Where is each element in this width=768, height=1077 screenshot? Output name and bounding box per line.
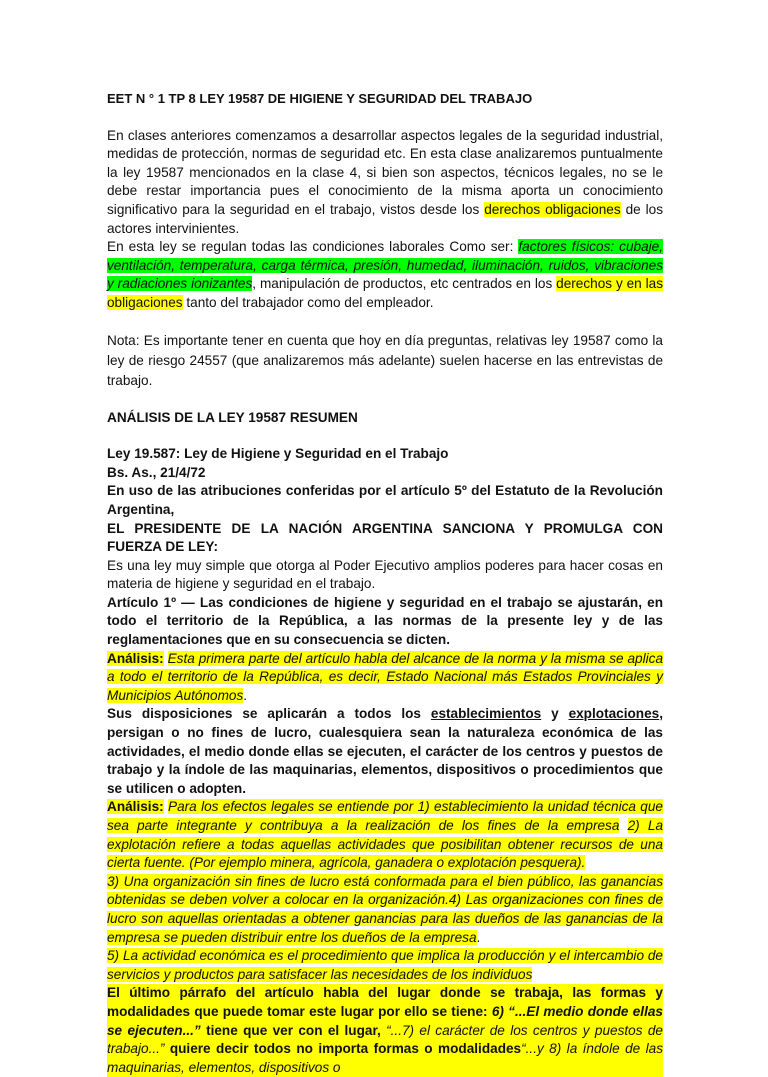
analysis-3-text: 3) Una organización sin fines de lucro está conformada para el bien público, las ganancias obtenidas se deben volver a colocar en la organización.4) Las organizaciones con fines de lucro son aquellas orientadas a obtener ganancias para las dueños de las ganancias de la empresa se pueden distribuir entre los dueños de la empresa: [107, 873, 663, 945]
quote-8: “...y 8) la índole de las maquinarias, elementos, dispositivos o: [107, 1041, 663, 1075]
law-preamble-2: EL PRESIDENTE DE LA NACIÓN ARGENTINA SANCIONA Y PROMULGA CON FUERZA DE LEY:: [107, 520, 663, 555]
intro-paragraph-1: [107, 127, 663, 239]
last-text-c: quiere decir todos no importa formas o modalidades: [164, 1041, 522, 1057]
analysis-2-text-a: Para los efectos legales se entiende por 1) establecimiento la unidad técnica que sea parte integrante y contribuya a la realización de los fines de la empresa: [107, 799, 663, 833]
last-text-a: El último párrafo del artículo habla del lugar donde se trabaja, las formas y modalidades que puede tomar este lugar por ello se tiene:: [107, 985, 663, 1019]
last-paragraph: [107, 984, 663, 1077]
intro-paragraph-2: [107, 238, 663, 312]
highlight-derechos-obligaciones: derechos obligaciones: [484, 201, 621, 217]
intro2-text-end: tanto del trabajador como del empleador.: [182, 294, 434, 310]
analysis-5: [107, 947, 663, 984]
law-name: Ley 19.587: Ley de Higiene y Seguridad en el Trabajo: [107, 446, 449, 462]
last-text-b: tiene que ver con el lugar,: [200, 1022, 387, 1038]
article-1-dispositions: [107, 705, 663, 798]
intro-text: En clases anteriores comenzamos a desarrollar aspectos legales de la seguridad industrial, medidas de protección, normas de seguridad etc. En esta clase analizaremos puntualmente la ley 19587 mencionados en la clase 4, si bien son aspectos, técnicos legales, no se le debe restar importancia pues el conocimiento de la misma aporta un conocimiento significativo para la seguridad en el trabajo, vistos desde los: [107, 127, 663, 217]
note-paragraph: Nota: Es importante tener en cuenta que hoy en día preguntas, relativas ley 19587 como la ley de riesgo 24557 (que analizaremos más adelante) suelen hacerse en las entrevistas de trabajo.: [107, 332, 663, 388]
analysis-2: [107, 798, 663, 872]
dispositions-text: Sus disposiciones se aplicarán a todos los: [107, 706, 431, 722]
analysis-1: Análisis: Esta primera parte del artículo habla del alcance de la norma y la misma se aplica a todo el territorio de la República, es decir, Estado Nacional más Estados Provinciales y Municipios Autónomos.: [107, 650, 663, 703]
intro2-text: En esta ley se regulan todas las condiciones laborales Como ser:: [107, 239, 519, 255]
intro-text-end: de los actores intervinientes.: [107, 201, 663, 236]
analysis-label-2: Análisis:: [107, 799, 164, 815]
quote-7: “...7) el carácter de los centros y puestos de trabajo...”: [107, 1022, 663, 1057]
intro2-text-mid: , manipulación de productos, etc centrados en los: [252, 276, 557, 292]
analysis-3: 3) Una organización sin fines de lucro está conformada para el bien público, las ganancias obtenidas se deben volver a colocar en la organización.4) Las organizaciones con fines de lucro son aquellas orientadas a obtener ganancias para las dueños de las ganancias de la empresa se pueden distribuir entre los dueños de la empresa.: [107, 873, 663, 945]
analysis-2-text-b: 2) La explotación refiere a todas aquellas actividades que posibilitan obtener recursos de una cierta fuente. (Por ejemplo minera, agrícola, ganadera o explotación pesquera).: [107, 818, 663, 871]
dispositions-text-end: , persigan o no fines de lucro, cualesquiera sean la naturaleza económica de las actividades, el medio donde ellas se ejecuten, el carácter de los centros y puestos de trabajo y la índole de las maquinarias, elementos, dispositivos o procedimientos que se utilicen o adopten.: [107, 706, 663, 796]
article-1: Artículo 1º — Las condiciones de higiene y seguridad en el trabajo se ajustarán, en todo el territorio de la República, a las normas de la presente ley y de las reglamentaciones que en su consecuencia se dicten.: [107, 594, 663, 648]
analysis-1-text: Esta primera parte del artículo habla del alcance de la norma y la misma se aplica a todo el territorio de la República, es decir, Estado Nacional más Estados Provinciales y Municipios Autónomos: [107, 650, 663, 703]
term-establecimientos: establecimientos: [430, 706, 542, 722]
law-date: Bs. As., 21/4/72: [107, 464, 206, 480]
document-title: EET N ° 1 TP 8 LEY 19587 DE HIGIENE Y SEGURIDAD DEL TRABAJO: [107, 91, 533, 106]
dispositions-and: y: [541, 706, 569, 722]
document-body: [107, 90, 663, 1077]
highlight-factores-fisicos: factores físicos: cubaje, ventilación, temperatura, carga térmica, presión, humedad, iluminación, ruidos, vibraciones y radiaciones ionizantes: [107, 239, 663, 292]
analysis-5-text: 5) La actividad económica es el procedimiento que implica la producción y el intercambio de servicios y productos para satisfacer las necesidades de los individuos: [107, 948, 663, 982]
law-summary: Es una ley muy simple que otorga al Poder Ejecutivo amplios poderes para hacer cosas en materia de higiene y seguridad en el trabajo.: [107, 557, 663, 592]
highlight-derechos-obligaciones-2: derechos y en las obligaciones: [107, 276, 663, 310]
quote-6: 6) “...El medio donde ellas se ejecuten...”: [107, 1003, 663, 1038]
analysis-heading: ANÁLISIS DE LA LEY 19587 RESUMEN: [107, 409, 358, 425]
law-preamble-1: En uso de las atribuciones conferidas por el artículo 5º del Estatuto de la Revolución Argentina,: [107, 483, 663, 517]
analysis-label: Análisis:: [107, 650, 164, 666]
term-explotaciones: explotaciones: [568, 706, 660, 722]
